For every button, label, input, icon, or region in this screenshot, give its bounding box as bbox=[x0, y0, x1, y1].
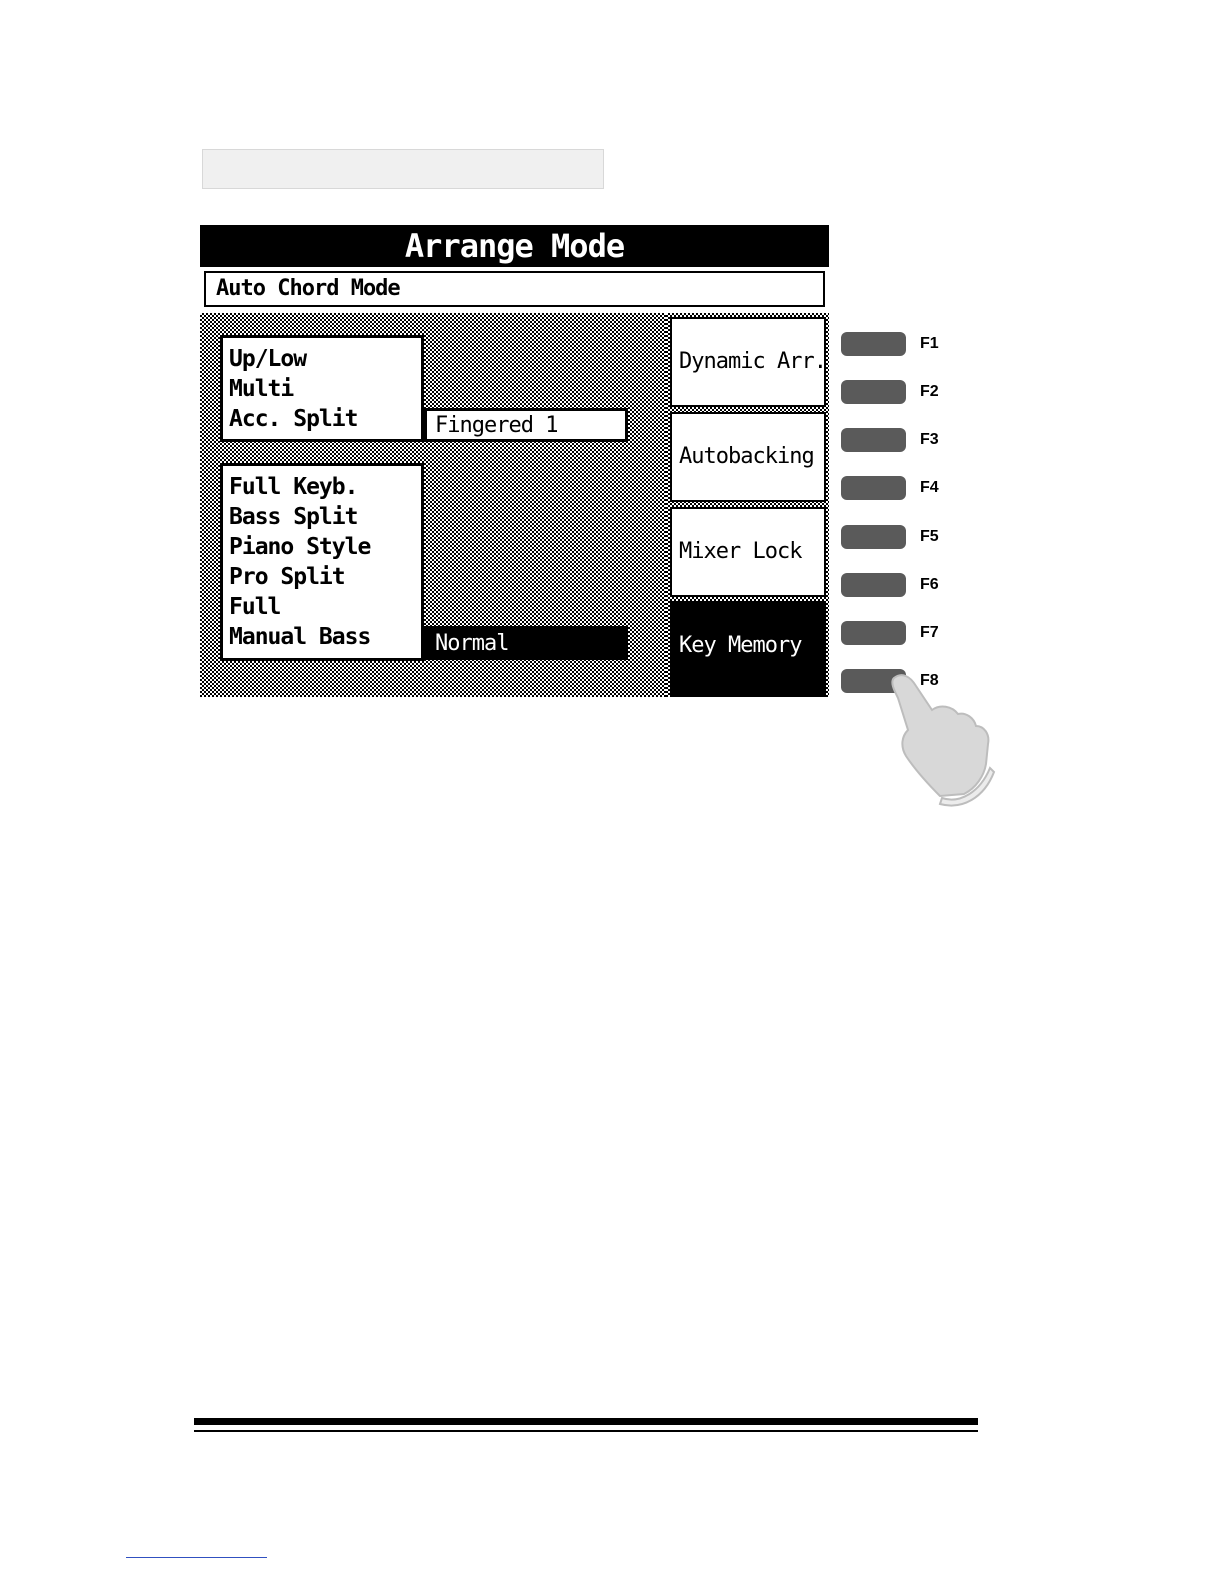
lcd-screen bbox=[200, 225, 829, 697]
main-panel bbox=[200, 313, 666, 697]
f1-key[interactable] bbox=[841, 332, 906, 356]
f3-key[interactable] bbox=[841, 428, 906, 452]
footer-underline bbox=[126, 1557, 267, 1558]
blank-caption-box bbox=[202, 149, 604, 189]
list-item[interactable]: Acc. Split bbox=[229, 406, 358, 432]
list-item[interactable]: Up/Low bbox=[229, 346, 307, 372]
list-item[interactable]: Piano Style bbox=[229, 534, 371, 560]
function-panel bbox=[666, 313, 829, 697]
list-item[interactable]: Manual Bass bbox=[229, 624, 371, 650]
chord-mode-value[interactable]: Fingered 1 bbox=[424, 408, 628, 442]
list-item[interactable]: Full Keyb. bbox=[229, 474, 358, 500]
page-title: Arrange Mode bbox=[200, 225, 829, 267]
list-item[interactable]: Multi bbox=[229, 376, 294, 402]
key-memory-button[interactable]: Key Memory bbox=[670, 601, 826, 697]
split-mode-list[interactable] bbox=[220, 463, 424, 661]
chord-mode-list[interactable] bbox=[220, 335, 424, 442]
page-subtitle: Auto Chord Mode bbox=[204, 271, 825, 307]
list-item[interactable]: Bass Split bbox=[229, 504, 358, 530]
dynamic-arr-button[interactable]: Dynamic Arr. bbox=[670, 317, 826, 407]
f6-label: F6 bbox=[920, 576, 939, 593]
f8-label: F8 bbox=[920, 672, 939, 689]
f3-label: F3 bbox=[920, 431, 939, 448]
pointing-hand-icon bbox=[880, 664, 1000, 814]
f2-label: F2 bbox=[920, 383, 939, 400]
f5-label: F5 bbox=[920, 528, 939, 545]
list-item[interactable]: Full bbox=[229, 594, 281, 620]
autobacking-button[interactable]: Autobacking bbox=[670, 412, 826, 502]
f1-label: F1 bbox=[920, 335, 939, 352]
f7-key[interactable] bbox=[841, 621, 906, 645]
list-item[interactable]: Pro Split bbox=[229, 564, 345, 590]
mixer-lock-button[interactable]: Mixer Lock bbox=[670, 507, 826, 597]
footer-rule-thick bbox=[194, 1418, 978, 1425]
f2-key[interactable] bbox=[841, 380, 906, 404]
f6-key[interactable] bbox=[841, 573, 906, 597]
split-mode-value[interactable]: Normal bbox=[424, 626, 628, 660]
footer-rule-thin bbox=[194, 1430, 978, 1432]
f4-key[interactable] bbox=[841, 476, 906, 500]
f5-key[interactable] bbox=[841, 525, 906, 549]
f4-label: F4 bbox=[920, 479, 939, 496]
f7-label: F7 bbox=[920, 624, 939, 641]
